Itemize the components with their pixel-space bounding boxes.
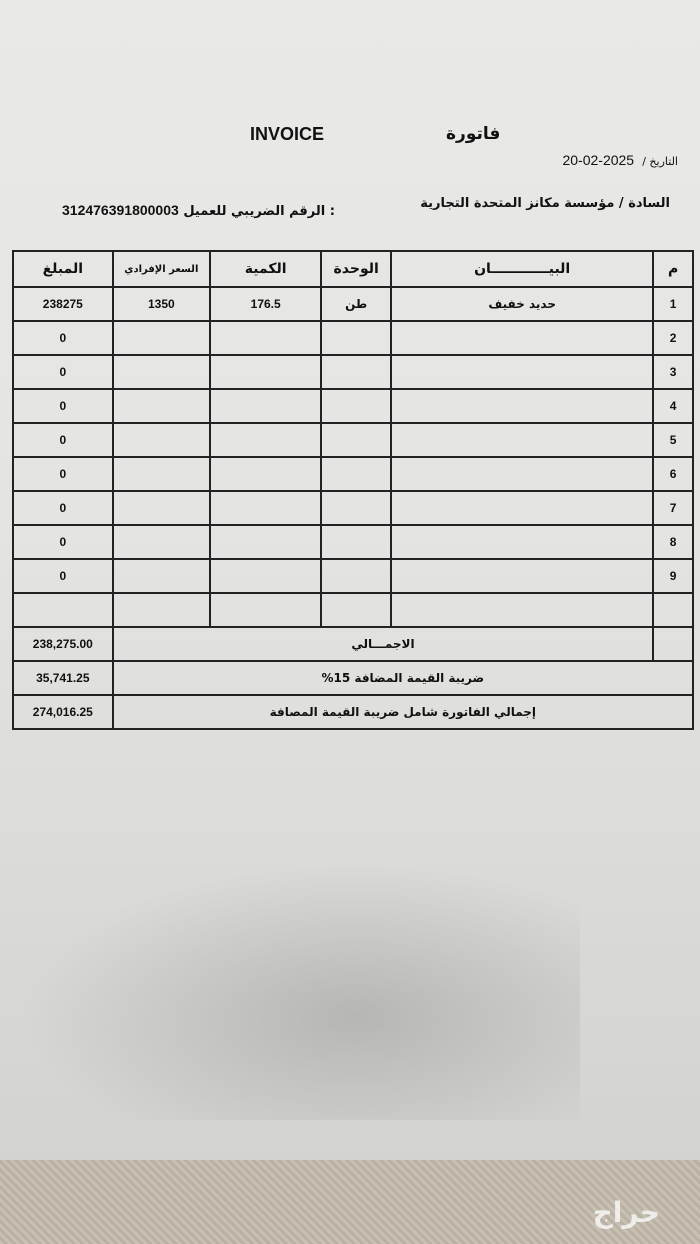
row-unit	[321, 457, 391, 491]
vat-row	[13, 661, 693, 695]
row-quantity	[210, 525, 321, 559]
col-index-header: م	[653, 251, 693, 287]
row-unit	[321, 525, 391, 559]
row-amount: 238275	[13, 287, 113, 321]
row-quantity	[210, 491, 321, 525]
invoice-title-en: INVOICE	[250, 124, 325, 144]
row-index: 3	[653, 355, 693, 389]
row-amount: 0	[13, 321, 113, 355]
row-unit-price: 1350	[113, 287, 210, 321]
row-unit-price	[113, 355, 210, 389]
row-index: 5	[653, 423, 693, 457]
table-row	[13, 389, 693, 423]
haraj-watermark: حراج	[592, 1196, 660, 1229]
table-row	[13, 355, 693, 389]
col-unit-header: الوحدة	[321, 251, 391, 287]
table-row	[13, 593, 693, 627]
row-amount	[13, 593, 113, 627]
grand-total-value: 274,016.25	[13, 695, 113, 729]
row-quantity	[210, 423, 321, 457]
row-description	[391, 355, 653, 389]
row-unit	[321, 423, 391, 457]
vat-value: 35,741.25	[13, 661, 113, 695]
row-quantity	[210, 559, 321, 593]
row-index	[653, 593, 693, 627]
row-unit	[321, 593, 391, 627]
col-amount-header: المبلغ	[13, 251, 113, 287]
table-row	[13, 287, 693, 321]
row-description	[391, 457, 653, 491]
table-row	[13, 321, 693, 355]
subtotal-blank	[653, 627, 693, 661]
row-quantity: 176.5	[210, 287, 321, 321]
row-unit-price	[113, 593, 210, 627]
row-unit	[321, 355, 391, 389]
row-description	[391, 593, 653, 627]
date-row	[562, 152, 678, 169]
row-index: 1	[653, 287, 693, 321]
table-row	[13, 491, 693, 525]
date-value: 2025-02-20	[562, 152, 635, 168]
row-unit-price	[113, 525, 210, 559]
table-row	[13, 525, 693, 559]
row-description	[391, 423, 653, 457]
row-index: 8	[653, 525, 693, 559]
grand-total-label: إجمالي الفاتورة شامل ضريبة القيمة المصافة	[113, 695, 693, 729]
customer-name: مؤسسة مكانز المتحدة التجارية	[420, 196, 615, 211]
row-description	[391, 525, 653, 559]
vat-label: ضريبة القيمة المضافة 15%	[113, 661, 693, 695]
table-header-row	[13, 251, 693, 287]
row-unit	[321, 559, 391, 593]
row-quantity	[210, 389, 321, 423]
row-amount: 0	[13, 559, 113, 593]
table-row	[13, 559, 693, 593]
tax-number: 312476391800003	[62, 202, 179, 218]
customer-row	[420, 196, 670, 211]
col-unit-price-header: السعر الإفرادي	[113, 251, 210, 287]
row-unit-price	[113, 559, 210, 593]
row-unit-price	[113, 321, 210, 355]
row-unit-price	[113, 457, 210, 491]
invoice-table	[12, 250, 694, 730]
row-unit	[321, 491, 391, 525]
row-description	[391, 321, 653, 355]
customer-label: السادة /	[618, 196, 670, 211]
row-amount: 0	[13, 457, 113, 491]
date-label: التاريخ /	[642, 155, 678, 168]
row-quantity	[210, 593, 321, 627]
subtotal-row	[13, 627, 693, 661]
subtotal-label: الاجمـــالي	[113, 627, 654, 661]
paper-shadow	[20, 860, 580, 1120]
subtotal-value: 238,275.00	[13, 627, 113, 661]
row-index: 6	[653, 457, 693, 491]
row-unit	[321, 389, 391, 423]
table-row	[13, 423, 693, 457]
tax-label: الرقم الضريبي للعميل :	[183, 204, 335, 219]
table-row	[13, 457, 693, 491]
tax-number-row	[62, 202, 335, 219]
row-unit	[321, 321, 391, 355]
row-unit-price	[113, 491, 210, 525]
row-amount: 0	[13, 525, 113, 559]
row-description: حديد خفيف	[391, 287, 653, 321]
col-quantity-header: الكمية	[210, 251, 321, 287]
row-index: 2	[653, 321, 693, 355]
row-index: 4	[653, 389, 693, 423]
row-amount: 0	[13, 423, 113, 457]
row-amount: 0	[13, 491, 113, 525]
grand-total-row	[13, 695, 693, 729]
row-amount: 0	[13, 355, 113, 389]
invoice-title-ar: فاتورة	[446, 124, 501, 144]
row-unit-price	[113, 389, 210, 423]
row-quantity	[210, 457, 321, 491]
row-quantity	[210, 321, 321, 355]
row-description	[391, 559, 653, 593]
row-quantity	[210, 355, 321, 389]
row-unit: طن	[321, 287, 391, 321]
row-amount: 0	[13, 389, 113, 423]
col-description-header: البيــــــــــــان	[391, 251, 653, 287]
row-unit-price	[113, 423, 210, 457]
row-index: 7	[653, 491, 693, 525]
row-description	[391, 491, 653, 525]
row-description	[391, 389, 653, 423]
row-index: 9	[653, 559, 693, 593]
